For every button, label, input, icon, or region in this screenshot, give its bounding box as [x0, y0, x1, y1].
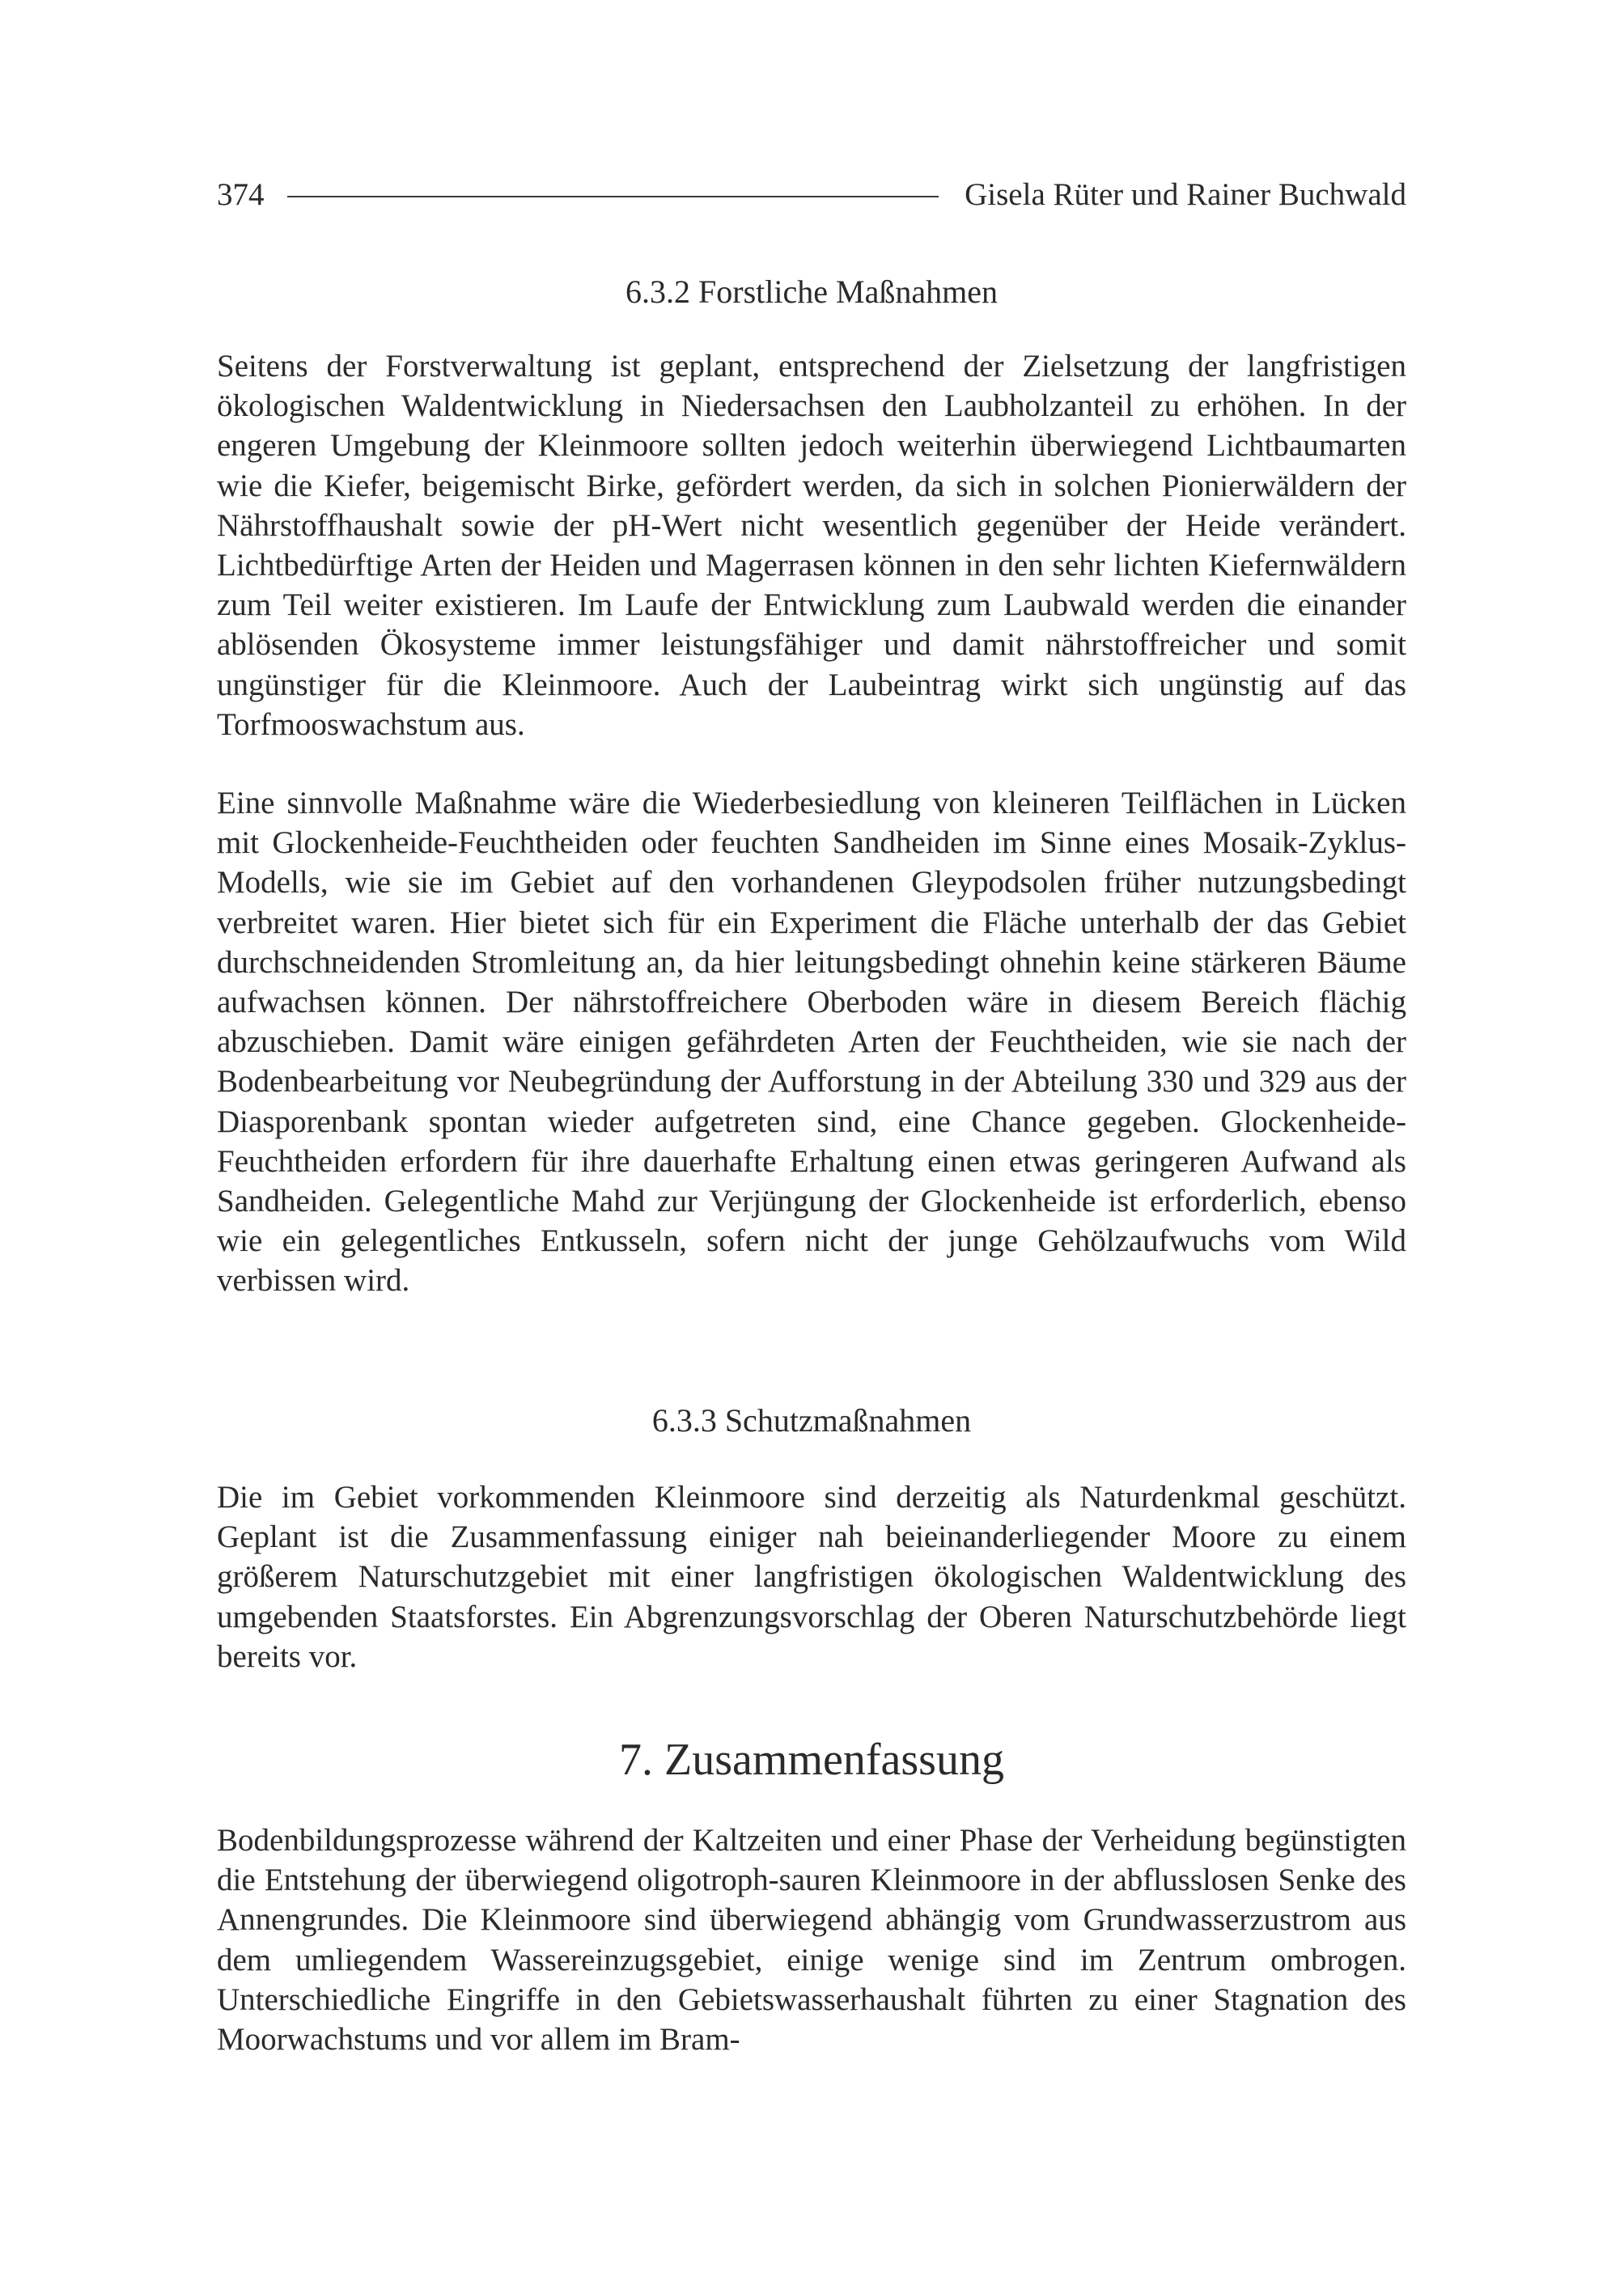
page-number: 374 — [217, 176, 265, 212]
running-header — [217, 170, 1406, 218]
section-heading-6-3-3: 6.3.3 Schutzmaßnahmen — [651, 1402, 972, 1439]
header-rule — [287, 196, 939, 197]
paragraph-summary: Bodenbildungsprozesse während der Kaltzeiten und einer Phase der Verheidung begünstigten die Entstehung der überwiegend oligotroph-sauren Kleinmoore in der abflusslosen Senke des Annengrundes. Die Kleinmoore sind überwiegend abhängig vom Grundwasserzustrom aus dem umliegendem Wassereinzugsgebiet, einige wenige sind im Zentrum ombrogen. Unterschiedliche Eingriffe in den Gebietswasserhaushalt führten zu einer Stagnation des Moorwachstums und vor allem im Bram- — [217, 1823, 1406, 2058]
paragraph-protection-measures: Die im Gebiet vorkommenden Kleinmoore sind derzeitig als Naturdenkmal geschützt. Geplant ist die Zusammenfassung einiger nah beieinanderliegender Moore zu einem größerem Naturschutzgebiet mit einer langfristigen ökologischen Waldentwicklung des umgebenden Staatsforstes. Ein Abgrenzungsvorschlag der Oberen Naturschutzbehörde liegt bereits vor. — [217, 1480, 1406, 1674]
section-heading-7: 7. Zusammenfassung — [619, 1735, 1004, 1785]
section-heading-6-3-2: 6.3.2 Forstliche Maßnahmen — [625, 273, 998, 310]
paragraph-forest-measures-2: Eine sinnvolle Maßnahme wäre die Wiederbesiedlung von kleineren Teilflächen in Lücken mit Glockenheide-Feuchtheiden oder feuchten Sandheiden im Sinne eines Mosaik-Zyklus-Modells, wie sie im Gebiet auf den vorhandenen Gleypodsolen früher nutzungsbedingt verbreitet waren. Hier bietet sich für ein Experiment die Fläche unterhalb der das Gebiet durchschneidenden Stromleitung an, da hier leitungsbedingt ohnehin keine stärkeren Bäume aufwachsen können. Der nährstoffreichere Oberboden wäre in diesem Bereich flächig abzuschieben. Damit wäre einigen gefährdeten Arten der Feuchtheiden, wie sie nach der Bodenbearbeitung vor Neubegründung der Aufforstung in der Abteilung 330 und 329 aus der Diasporenbank spontan wieder aufgetreten sind, eine Chance gegeben. Glockenheide-Feuchtheiden erfordern für ihre dauerhafte Erhaltung einen etwas geringeren Aufwand als Sandheiden. Gelegentliche Mahd zur Verjüngung der Glockenheide ist erforderlich, ebenso wie ein gelegentliches Entkusseln, sofern nicht der junge Gehölzaufwuchs vom Wild verbissen wird. — [217, 786, 1406, 1299]
paragraph-forest-measures-1: Seitens der Forstverwaltung ist geplant, entsprechend der Zielsetzung der langfristigen ökologischen Waldentwicklung in Niedersachsen den Laubholzanteil zu erhöhen. In der engeren Umgebung der Kleinmoore sollten jedoch weiterhin überwiegend Lichtbaumarten wie die Kiefer, beigemischt Birke, gefördert werden, da sich in solchen Pionierwäldern der Nährstoffhaushalt sowie der pH-Wert nicht wesentlich gegenüber der Heide verändert. Lichtbedürftige Arten der Heiden und Magerrasen können in den sehr lichten Kiefernwäldern zum Teil weiter existieren. Im Laufe der Entwicklung zum Laubwald werden die einander ablösenden Ökosysteme immer leistungsfähiger und damit nährstoffreicher und somit ungünstiger für die Kleinmoore. Auch der Laubeintrag wirkt sich ungünstig auf das Torfmooswachstum aus. — [217, 349, 1406, 742]
running-header-authors: Gisela Rüter und Rainer Buchwald — [965, 176, 1406, 212]
